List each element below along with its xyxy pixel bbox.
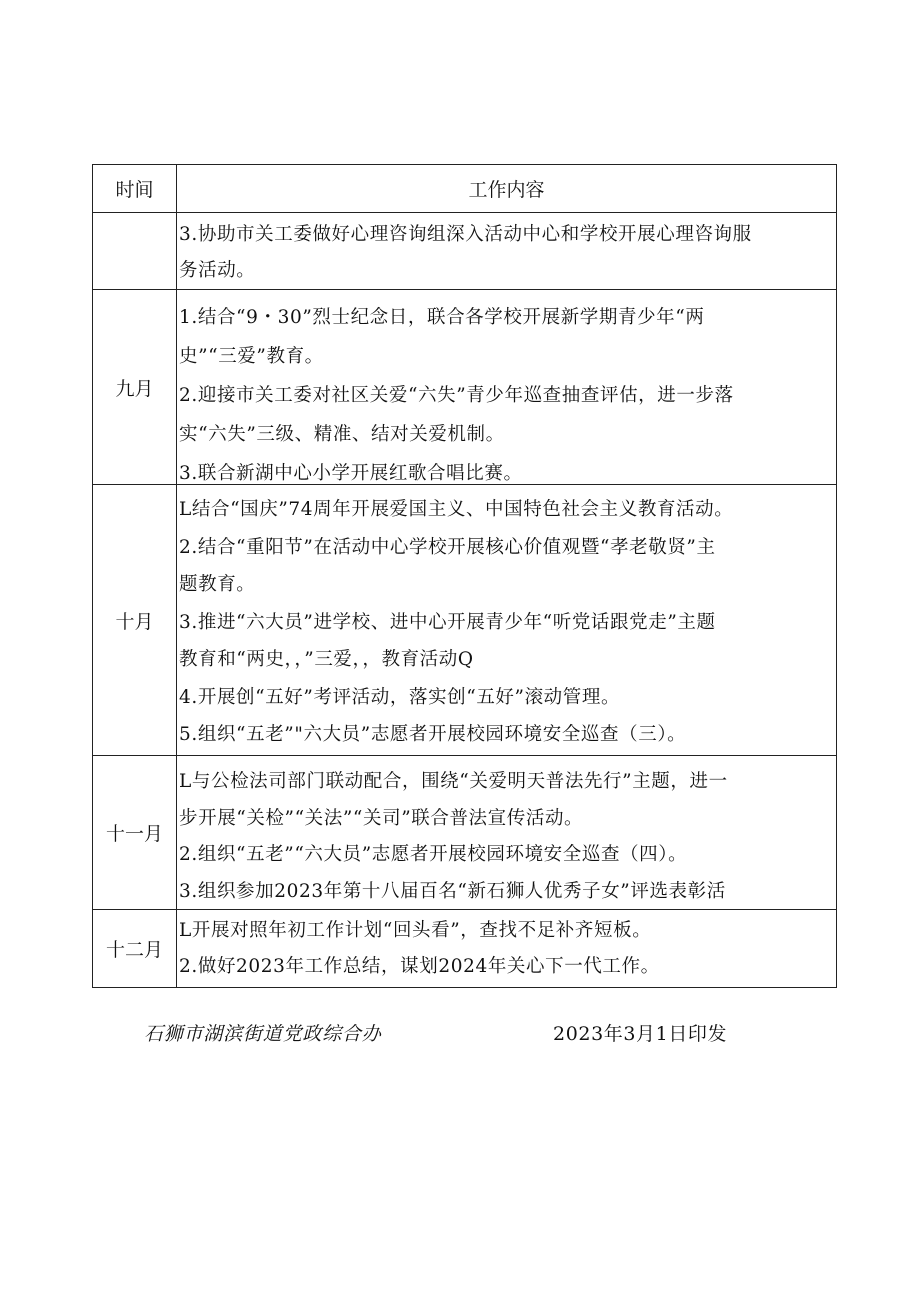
table-row bbox=[93, 213, 837, 290]
month-cell: 九月 bbox=[93, 290, 177, 485]
content-line: 2.迎接市关工委对社区关爱“六失”青少年巡查抽查评估，进一步落 bbox=[179, 385, 734, 406]
content-line: 2.做好2023年工作总结，谋划2024年关心下一代工作。 bbox=[179, 956, 660, 977]
month-cell: 十一月 bbox=[93, 756, 177, 910]
table-row bbox=[93, 756, 837, 910]
content-line: 5.组织“五老”"六大员”志愿者开展校园环境安全巡查（三）。 bbox=[179, 724, 687, 745]
content-line: 1.结合“9・30”烈士纪念日，联合各学校开展新学期青少年“两 bbox=[179, 307, 705, 328]
table-header-row bbox=[93, 165, 837, 213]
header-time: 时间 bbox=[93, 165, 177, 213]
issue-date: 2023年3月1日印发 bbox=[553, 1023, 728, 1045]
content-line: L开展对照年初工作计划“回头看”，查找不足补齐短板。 bbox=[179, 920, 652, 941]
content-cell bbox=[177, 485, 837, 756]
content-cell bbox=[177, 213, 837, 290]
month-cell: 十二月 bbox=[93, 910, 177, 988]
month-cell bbox=[93, 213, 177, 290]
content-line: 2.组织“五老”“六大员”志愿者开展校园环境安全巡查（四）。 bbox=[179, 844, 688, 865]
content-line: 教育和“两史，，”三爱，，教育活动Q bbox=[179, 649, 474, 670]
content-line: 2.结合“重阳节”在活动中心学校开展核心价值观暨“孝老敬贤”主 bbox=[179, 536, 716, 558]
content-line: 3.协助市关工委做好心理咨询组深入活动中心和学校开展心理咨询服 bbox=[179, 224, 752, 245]
month-cell: 十月 bbox=[93, 485, 177, 756]
content-line: 3.推进“六大员”进学校、进中心开展青少年“听党话跟党走”主题 bbox=[179, 611, 716, 633]
content-line: 史”“三爱”教育。 bbox=[179, 346, 324, 367]
content-line: 4.开展创“五好”考评活动，落实创“五好”滚动管理。 bbox=[179, 686, 621, 708]
content-cell bbox=[177, 910, 837, 988]
content-cell bbox=[177, 756, 837, 910]
content-line: 实“六失”三级、精准、结对关爱机制。 bbox=[179, 424, 505, 445]
issuing-office: 石狮市湖滨街道党政综合办 bbox=[144, 1023, 382, 1045]
content-line: 务活动。 bbox=[179, 260, 256, 281]
content-line: L与公检法司部门联动配合，围绕“关爱明天普法先行”主题，进一 bbox=[179, 771, 728, 792]
table-row bbox=[93, 485, 837, 756]
header-content: 工作内容 bbox=[177, 165, 837, 213]
table-row bbox=[93, 910, 837, 988]
content-line: 3.联合新湖中心小学开展红歌合唱比赛。 bbox=[179, 463, 523, 484]
content-line: 步开展“关检”“关法”“关司”联合普法宣传活动。 bbox=[179, 807, 584, 829]
work-plan-table bbox=[92, 164, 837, 988]
content-cell bbox=[177, 290, 837, 485]
content-line: L结合“国庆”74周年开展爱国主义、中国特色社会主义教育活动。 bbox=[179, 499, 734, 520]
content-line: 3.组织参加2023年第十八届百名“新石狮人优秀子女”评选表彰活 bbox=[179, 880, 726, 902]
table-row bbox=[93, 290, 837, 485]
content-line: 题教育。 bbox=[179, 574, 256, 595]
